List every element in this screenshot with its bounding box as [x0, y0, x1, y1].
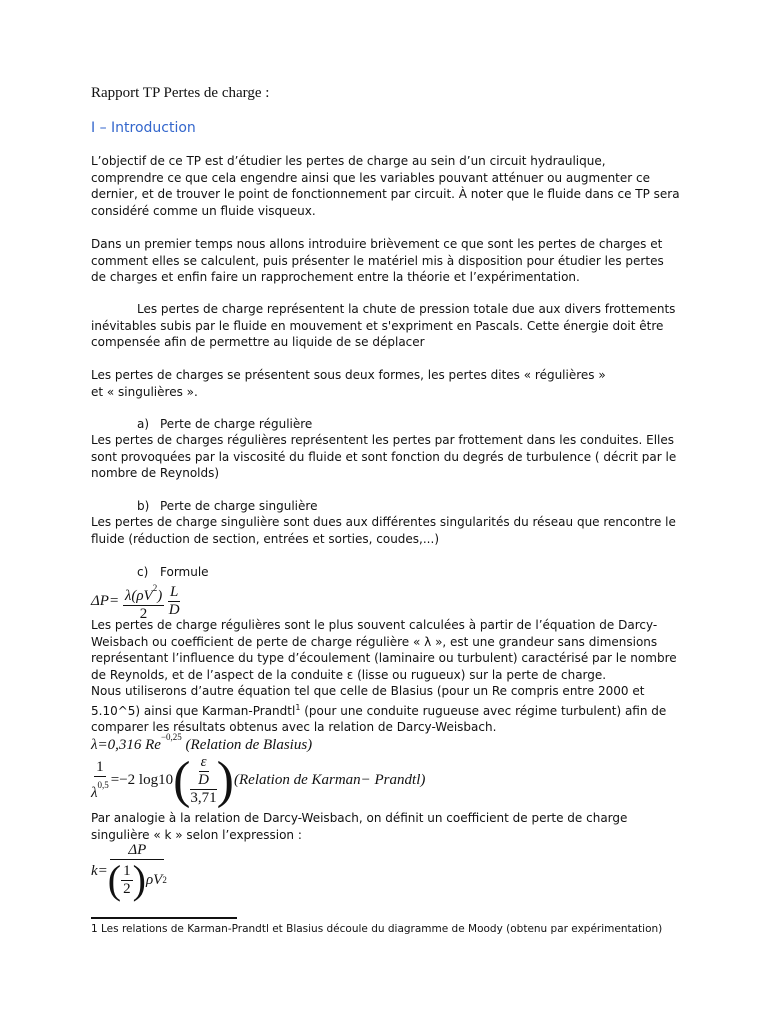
- fraction-denominator: λ: [91, 785, 98, 801]
- fraction-epsilon-over-d: [198, 754, 209, 789]
- exponent: 2: [162, 874, 167, 885]
- paragraph-text-part: (pour une conduite rugueuse avec régime turbulent) afin de comparer les résultats obtenus avec la relation de Darcy-Weisbach.: [91, 703, 667, 735]
- paragraph-text: Par analogie à la relation de Darcy-Weisbach, on définit un coefficient de perte de charge singulière « k » selon l’expression :: [91, 811, 628, 842]
- fraction-numerator: ΔP: [110, 842, 164, 860]
- formula-middle: =−2 log10: [110, 772, 174, 788]
- formula-lhs: ΔP=: [91, 592, 120, 609]
- fraction-one-over-lambda: [91, 759, 109, 802]
- fraction-one-half: [121, 863, 133, 898]
- list-marker: b): [137, 499, 150, 513]
- list-marker: c): [137, 565, 149, 579]
- exponent: −0,25: [160, 732, 182, 742]
- left-paren: (: [173, 751, 191, 809]
- right-paren: ): [216, 751, 234, 809]
- paragraph-singular-coefficient: [91, 810, 681, 843]
- fraction-tail: ρV: [145, 871, 163, 888]
- paragraph-text: Les pertes de charge représentent la chute de pression totale due aux divers frottements inévitables subis par le fluide en mouvement et s'expriment en Pascals. Cette énergie doit être compensée afin de permettre au liquide de se déplacer: [91, 302, 676, 350]
- footnote-reference: 1: [295, 702, 301, 712]
- formula-blasius: [91, 732, 312, 754]
- formula-lhs: λ=0,316 Re: [91, 737, 161, 753]
- fraction-denominator: D: [198, 772, 209, 788]
- paragraph-definition: [91, 301, 681, 351]
- exponent: 0,5: [97, 780, 109, 790]
- footnote: 1 Les relations de Karman-Prandtl et Blasius découle du diagramme de Moody (obtenu par expérimentation): [91, 923, 663, 935]
- fraction-denominator: D: [168, 602, 180, 618]
- formula-karman-prandtl: [91, 751, 426, 809]
- paragraph-blasius-karman: [91, 683, 681, 736]
- fraction-epsilon-d: [190, 754, 216, 807]
- paragraph-text: Les pertes de charges régulières représentent les pertes par frottement dans les conduites. Elles sont provoquées par la viscosité du fluide et sont fonction du degrés de turbulence ( décrit par le nombre de Reynolds): [91, 433, 677, 481]
- document-title: Rapport TP Pertes de charge :: [91, 85, 270, 101]
- formula-relation-label: (Relation de Blasius): [185, 737, 313, 753]
- footnote-separator: [91, 917, 237, 919]
- list-label: Perte de charge singulière: [160, 499, 318, 513]
- right-paren: ): [132, 857, 146, 902]
- paragraph-text: [91, 683, 681, 736]
- fraction-numerator: ε: [200, 754, 207, 770]
- paragraph-text: Dans un premier temps nous allons introduire brièvement ce que sont les pertes de charges et comment elles se calculent, puis présenter le matériel mis à disposition pour étudier les pertes de charges et enfin faire un rapprochement entre la théorie et l’expérimentation.: [91, 237, 664, 285]
- paragraph-objective: [91, 153, 681, 219]
- list-marker: a): [137, 417, 150, 431]
- list-label: Perte de charge régulière: [160, 417, 313, 431]
- fraction-numerator: 1: [96, 759, 104, 775]
- paragraph-text: Les pertes de charges se présentent sous deux formes, les pertes dites « régulières » et « singulières ».: [91, 368, 606, 399]
- paragraph-text: Les pertes de charge régulières sont le plus souvent calculées à partir de l’équation de Darcy-Weisbach ou coefficient de perte de charge régulière « λ », est une grandeur sans dimensions représentant l’influence du type d’écoulement (laminaire ou turbulent) caractérisé par le nombre de Reynolds, et de l’aspect de la conduite ε (lisse ou rugueux) sur la perte de charge.: [91, 618, 677, 682]
- paragraph-reguliere: [91, 432, 681, 482]
- paragraph-text: L’objectif de ce TP est d’étudier les pertes de charge au sein d’un circuit hydraulique, comprendre ce que cela engendre ainsi que les variables pouvant atténuer ou augmenter ce dernier, et de trouver le point de fonctionnement par circuit. À noter que le fluide dans ce TP sera considéré comme un fluide visqueux.: [91, 154, 680, 218]
- fraction-deltap-over-half-rho-v2: [108, 842, 167, 900]
- fraction-denominator: 2: [123, 880, 131, 897]
- formula-k: [91, 842, 167, 900]
- paragraph-text-part: Nous utiliserons d’autre équation tel que celle de Blasius (pour un Re compris entre 2000 et 5.10^5) ainsi que Karman-Prandtl: [91, 684, 645, 718]
- fraction-numerator: 1: [123, 862, 131, 879]
- left-paren: (: [107, 857, 122, 902]
- list-label: Formule: [160, 565, 209, 579]
- fraction-numerator: L: [169, 584, 179, 600]
- paragraph-two-forms: [91, 367, 611, 400]
- formula-lhs: k=: [91, 862, 108, 879]
- fraction-denominator: 2: [139, 606, 148, 622]
- section-heading-introduction: I – Introduction: [91, 120, 196, 136]
- fraction-numerator-end: ): [157, 588, 163, 604]
- paragraph-text: Les pertes de charge singulière sont dues aux différentes singularités du réseau que rencontre le fluide (réduction de section, entrées et sorties, coudes,...): [91, 515, 676, 546]
- paragraph-darcy: [91, 617, 681, 683]
- fraction-numerator: λ(ρV: [124, 588, 153, 604]
- paragraph-singuliere: [91, 514, 681, 547]
- fraction-denominator: 3,71: [190, 790, 217, 806]
- paragraph-plan: [91, 236, 681, 286]
- fraction-l-over-d: [168, 584, 180, 619]
- exponent: 2: [152, 583, 158, 593]
- formula-relation-label: (Relation de Karman− Prandtl): [234, 772, 426, 788]
